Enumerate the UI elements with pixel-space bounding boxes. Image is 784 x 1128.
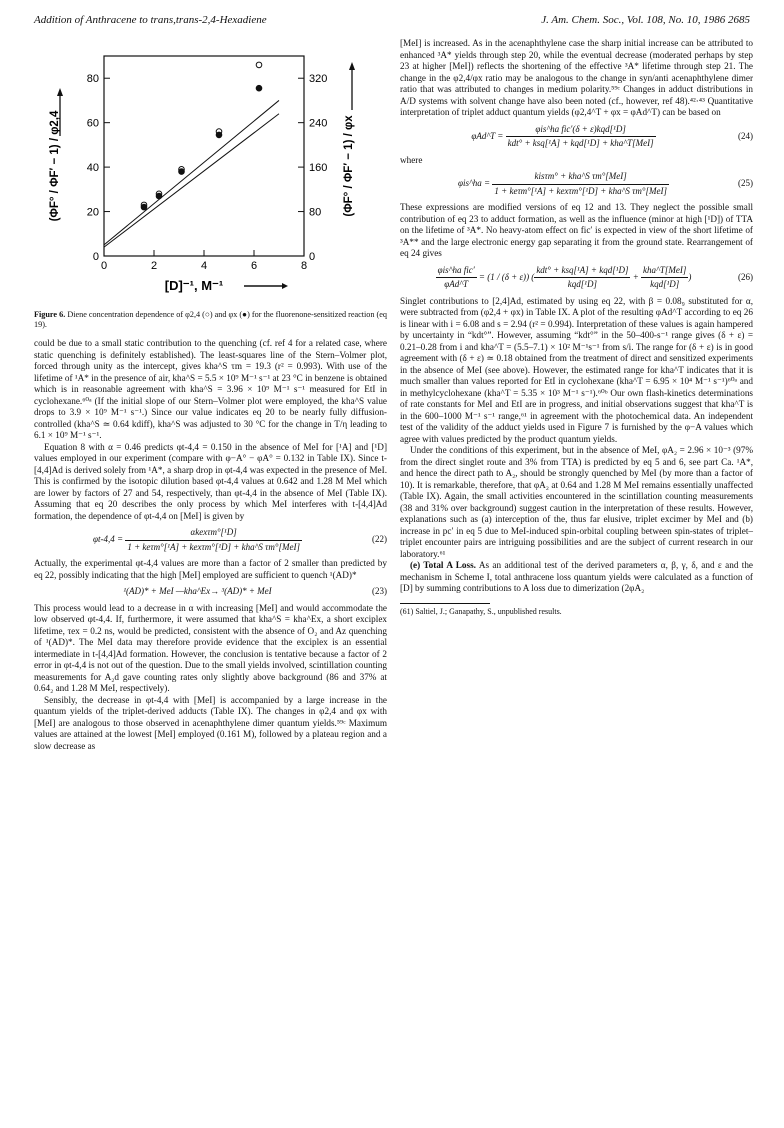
caption-text: Diene concentration dependence of φ2,4 (○) and φx (●) for the fluorenone-sensitized reaction (eq 19). [34, 310, 387, 329]
eq23-number: (23) [372, 586, 387, 596]
eq25-lhs: φis^ha = [458, 178, 491, 189]
eq26-term2-numerator: kha^T[MeI] [641, 265, 688, 279]
left-column [34, 38, 387, 752]
section-e-paragraph [400, 560, 753, 595]
equation-22 [34, 527, 387, 553]
eq26-term2 [641, 265, 688, 291]
eq26-factor: 1 / (δ + ε) [490, 271, 527, 282]
eq24-denominator: kdt° + ksq[¹A] + kqd[¹D] + kha^T[MeI] [507, 138, 654, 148]
footnote-divider [400, 603, 490, 604]
fit-line-series-1 [104, 114, 279, 247]
eq26-term1-denominator: kqd[¹D] [567, 279, 597, 289]
y-right-axis-label: (ΦF° / ΦF′ − 1) / φx [343, 115, 355, 217]
left-paragraph-2: Equation 8 with α = 0.46 predicts φt-4,4 = 0.150 in the absence of MeI for [¹A] and [¹D] values employed in our experiment (compare with φ−A° − φA° = 0.132 in Table IX). Since t-[4,4]Ad is derived solely from ¹A*, a sharp drop in φt-4,4 was expected in the presence of MeI. This is confirmed by the isotopic dilution based φt-4,4 values at 0.642 and 1.28 M MeI which are lower by factors of 27 and 54, respectively, than φt-4,4 in the absence of MeI (Table IX). Assuming that eq 20 describes the only process by which MeI interferes with t-[4,4]Ad formation, the dependence of φt-4,4 on [MeI] is given by [34, 441, 387, 521]
x-tick-label: 0 [100, 260, 108, 272]
x-tick-label: 8 [300, 260, 308, 272]
figure-6 [34, 38, 387, 310]
left-paragraph-3: Actually, the experimental φt-4,4 values are more than a factor of 2 smaller than predicted by eq 22, possibly indicating that the high [MeI] employed are sufficient to quench ¹(AD)* [34, 558, 387, 580]
y-right-tick-label: 160 [309, 162, 328, 175]
right-paragraph-4: Under the conditions of this experiment, but in the absence of MeI, φA₂ = 2.96 × 10⁻³ (97% from the direct singlet route and 3% from TTA) is predicted by eq 5 and 6, see part Ca. ¹A*, and hence the direct path to A₂, should be strongly quenched by MeI (by more than a factor of 10). It is remarkable, therefore, that φA₂ at 0.64 and 1.28 M MeI remains essentially unaffected (Table IX). Again, the small activities encountered in the scintillation counting measurements (38 and 31% over background) suggest caution in the interpretation of these results. However, explanations such as (a) interception of the, thus far elusive, triplet excimer by MeI and (b) increase in pc′ in eq 5 due to MeI-induced spin-orbital coupling between spin-states of triplet–triplet encounter pairs are intriguing possibilities and are the subject of current research in our laboratory.⁶¹ [400, 445, 753, 559]
y-right-tick-label: 320 [309, 73, 328, 86]
plot-frame [104, 56, 304, 256]
right-paragraph-3: Singlet contributions to [2,4]Ad, estimated by using eq 22, with β = 0.08₉ substituted for α, were subtracted from (φ2,4 + φx) in Table IX. A plot of the resulting φAd^T according to eq 26 is linear with i = 6.08 and s = 2.94 (r² = 0.994). Interpretation of these values is again hampered by uncertainty in “kdt°”. However, assuming “kdt°” in the 50–400-s⁻¹ range gives (δ + ε) = 0.21–0.28 from i and kha^T = (5.5–7.1) × 10² M⁻¹s⁻¹ from s/i. The range for (δ + ε) is in good agreement with (δ + ε) ≃ 0.18 obtained from the treatment of direct and sensitized experiments in the absence of MeI (see above). However, the estimated range for kha^T indicates that it is much smaller than values reported for EtI in cyclohexane (kha^T = 6.95 × 10⁴ M⁻¹ s⁻¹)⁶⁰ᵃ and in methylcyclohexane (kha^T = 5.35 × 10³ M⁻¹ s⁻¹).⁶⁰ᵇ Our own flash-kinetics determinations of rate constants for MeI and EtI are in progress, and initial observations suggest that kha^T is in the 600–1000 M⁻¹ s⁻¹ range,⁶¹ in agreement with the photochemical data. An independent test of the validity of the adduct yields used in Figure 7 is furnished by the φ−A values which agree with values predicted by the product quantum yields. [400, 295, 753, 444]
left-paragraph-5: Sensibly, the decrease in φt-4,4 with [MeI] is accompanied by a large increase in the quantum yields of the triplet-derived adducts (Table IX). The changes in φ2,4 and φx with [MeI] are analogous to those observed in acenaphthylene dimer quantum yields.⁵⁹ᶜ Maximum values are attained at the lowest [MeI] employed (0.161 M), followed by a plateau region and a slow decrease as [34, 694, 387, 751]
running-head-journal: J. Am. Chem. Soc., Vol. 108, No. 10, 1986 2685 [541, 14, 750, 26]
eq25-numerator: kisτm° + kha^S τm°[MeI] [492, 171, 669, 185]
y-right-tick-label: 0 [309, 251, 316, 263]
x-tick-label: 4 [200, 260, 208, 272]
fit-line-series-0 [104, 100, 279, 244]
caption-label: Figure 6. [34, 310, 66, 319]
eq24-numerator: φis^ha fic′(δ + ε)kqd[¹D] [506, 124, 656, 138]
figure-6-chart [34, 38, 387, 310]
section-e-heading: (e) Total A Loss. [410, 560, 476, 570]
right-paragraph-1: [MeI] is increased. As in the acenaphthylene case the sharp initial increase can be attributed to enhanced ³A* yields through step 20, while the eventual decrease (moderated perhaps by step 23 at higher [MeI]) reflects the shortening of the effective ³A* lifetime through step 21. The change in the φ2,4/φx ratio may be analogous to the change in syn/anti acenaphthylene dimer ratio that was attributed to changes in medium polarity.⁵⁹ᶜ Changes in adduct distributions in A/D systems with solvent change have also been noted (cf., however, ref 48).⁴²·⁴³ Quantitative interpretation of triplet adduct quantum yields (φ2,4^T + φx = φAd^T) can be based on [400, 38, 753, 117]
filled-data-point [256, 85, 262, 91]
eq25-fraction [492, 171, 669, 197]
footnote-61: (61) Saltiel, J.; Ganapathy, S., unpublished results. [400, 606, 562, 616]
open-data-point [256, 62, 262, 68]
eq26-term1 [534, 265, 630, 291]
eq26-term2-denominator: kqd[¹D] [650, 279, 680, 289]
eq22-denominator: 1 + keτm°[¹A] + kexτm°[¹D] + kha^S τm°[MeI] [127, 541, 300, 552]
y-right-axis-arrowhead [349, 62, 355, 70]
filled-data-point [141, 204, 147, 210]
eq26-lhs [436, 265, 477, 291]
x-axis-arrowhead [282, 283, 288, 289]
eq22-number: (22) [372, 534, 387, 545]
y-left-tick-label: 40 [86, 162, 99, 175]
figure-caption [34, 310, 387, 330]
right-column [400, 38, 753, 617]
left-paragraph-4: This process would lead to a decrease in α with increasing [MeI] and would accommodate the low observed φt-4,4. If, furthermore, it were assumed that kha^S = kha^Ex, a short exciplex lifetime, τex = 0.2 ns, would be predicted, consistent with the absence of O₂ and Az quenching of ¹(AD)*. The MeI data may therefore provide evidence that the exciplex is an essential intermediate in t-[4,4]Ad formation. However, the conclusion is tentative because a factor of 2 error in φt-4,4 is not out of the question. Due to the small yields involved, scintillation counting measurements for A₂d gave counting rates only slightly above background (86 and 37% at 0.64₂ and 1.28 M MeI, respectively). [34, 602, 387, 693]
equation-25 [400, 171, 753, 197]
eq22-fraction [125, 527, 302, 553]
y-right-tick-label: 80 [309, 206, 322, 219]
eq26-term1-numerator: kdt° + ksq[¹A] + kqd[¹D] [534, 265, 630, 279]
equation-23 [34, 586, 387, 598]
x-axis-label: [D]⁻¹, M⁻¹ [164, 278, 224, 293]
eq24-fraction [506, 124, 656, 150]
eq25-denominator: 1 + keτm°[¹A] + kexτm°[¹D] + kha^S τm°[MeI] [494, 185, 667, 196]
y-left-axis-arrowhead [57, 88, 63, 96]
eq26-number: (26) [738, 271, 753, 282]
y-left-tick-label: 80 [86, 73, 99, 86]
y-left-tick-label: 60 [86, 117, 99, 130]
filled-data-point [216, 132, 222, 138]
eq22-lhs: φt-4,4 = [93, 534, 124, 545]
eq23-text: ¹(AD)* + MeI —kha^Ex→ ³(AD)* + MeI [123, 586, 272, 596]
eq22-numerator: αkexτm°[¹D] [125, 527, 302, 541]
equation-24 [400, 124, 753, 150]
y-left-tick-label: 0 [92, 251, 99, 263]
y-right-tick-label: 240 [309, 117, 328, 130]
y-left-tick-label: 20 [86, 206, 99, 219]
x-tick-label: 2 [150, 260, 158, 272]
eq26-lhs-denominator: φAd^T [444, 279, 469, 289]
running-head-title: Addition of Anthracene to trans,trans-2,4-Hexadiene [34, 14, 267, 26]
eq25-number: (25) [738, 178, 753, 189]
filled-data-point [179, 169, 185, 175]
running-head [34, 14, 750, 30]
left-paragraph-1: could be due to a small static contribution to the quenching (cf. ref 4 for a related case, where static quenching is definitely established). The least-squares line of the Stern–Volmer plot, forced through unity as the intercept, gives kha^S τm = 19.3 (r² = 0.993). With use of the lifetime of ¹A* in the presence of air, kha^S = 5.5 × 10⁹ M⁻¹ s⁻¹ at 23 °C in benzene is obtained which is in reasonable agreement with kha^S = 3.96 × 10⁹ M⁻¹ s⁻¹ measured for EtI in cyclohexane.⁶⁰ᵃ (If the initial slope of our Stern–Volmer plot were employed, the kha^S value drops to 3.9 × 10⁹ M⁻¹ s⁻¹.) Since our value indicates eq 20 to be nearly fully diffusion-controlled (kha^S ≃ 0.64 kdiff), kha^S was adjusted to 30 °C for the change in T/η leading to 6.1 × 10⁹ M⁻¹ s⁻¹. [34, 338, 387, 440]
eq26-lhs-numerator: φis^ha fic′ [436, 265, 477, 279]
y-left-axis-label: (ΦF° / ΦF′ − 1) / φ2,4 [49, 110, 61, 222]
eq24-number: (24) [738, 130, 753, 141]
right-paragraph-2: These expressions are modified versions of eq 12 and 13. They neglect the possible small contribution of eq 23 to adduct formation, as well as the influence (minor at high [¹D]) of TTA on the lifetime of ³A*. No heavy-atom effect on fic′ is expected in view of the short lifetime of ³A** and the large electronic energy gap separating it from the ground state. Rearrangement of eq 24 gives [400, 202, 753, 258]
x-tick-label: 6 [250, 260, 258, 272]
where-label: where [400, 154, 423, 165]
filled-data-point [156, 193, 162, 199]
equation-26: $\frac{\text{φis\textasciicircum{}ha fic′}}{\text{φAd\textasciicircum{}T}}$ = (1 / (δ + ε)) ( $\frac{\text{kdt° + ksq[¹A] + kqd[¹D]}}{\text{kqd[¹D]}}$ + $\frac{\text{kha\textasciicircum{}T[MeI]}}{\text{kqd[¹D]}}$ ) (26) [437, 264, 753, 289]
eq24-lhs: φAd^T = [471, 130, 504, 141]
section-e-text: As an additional test of the derived parameters α, β, γ, δ, and ε and the mechanism in Scheme I, total anthracene loss quantum yields were calculated as a function of [D] by summing contributions to A loss due to dimerization (2φA₂ [400, 560, 753, 593]
